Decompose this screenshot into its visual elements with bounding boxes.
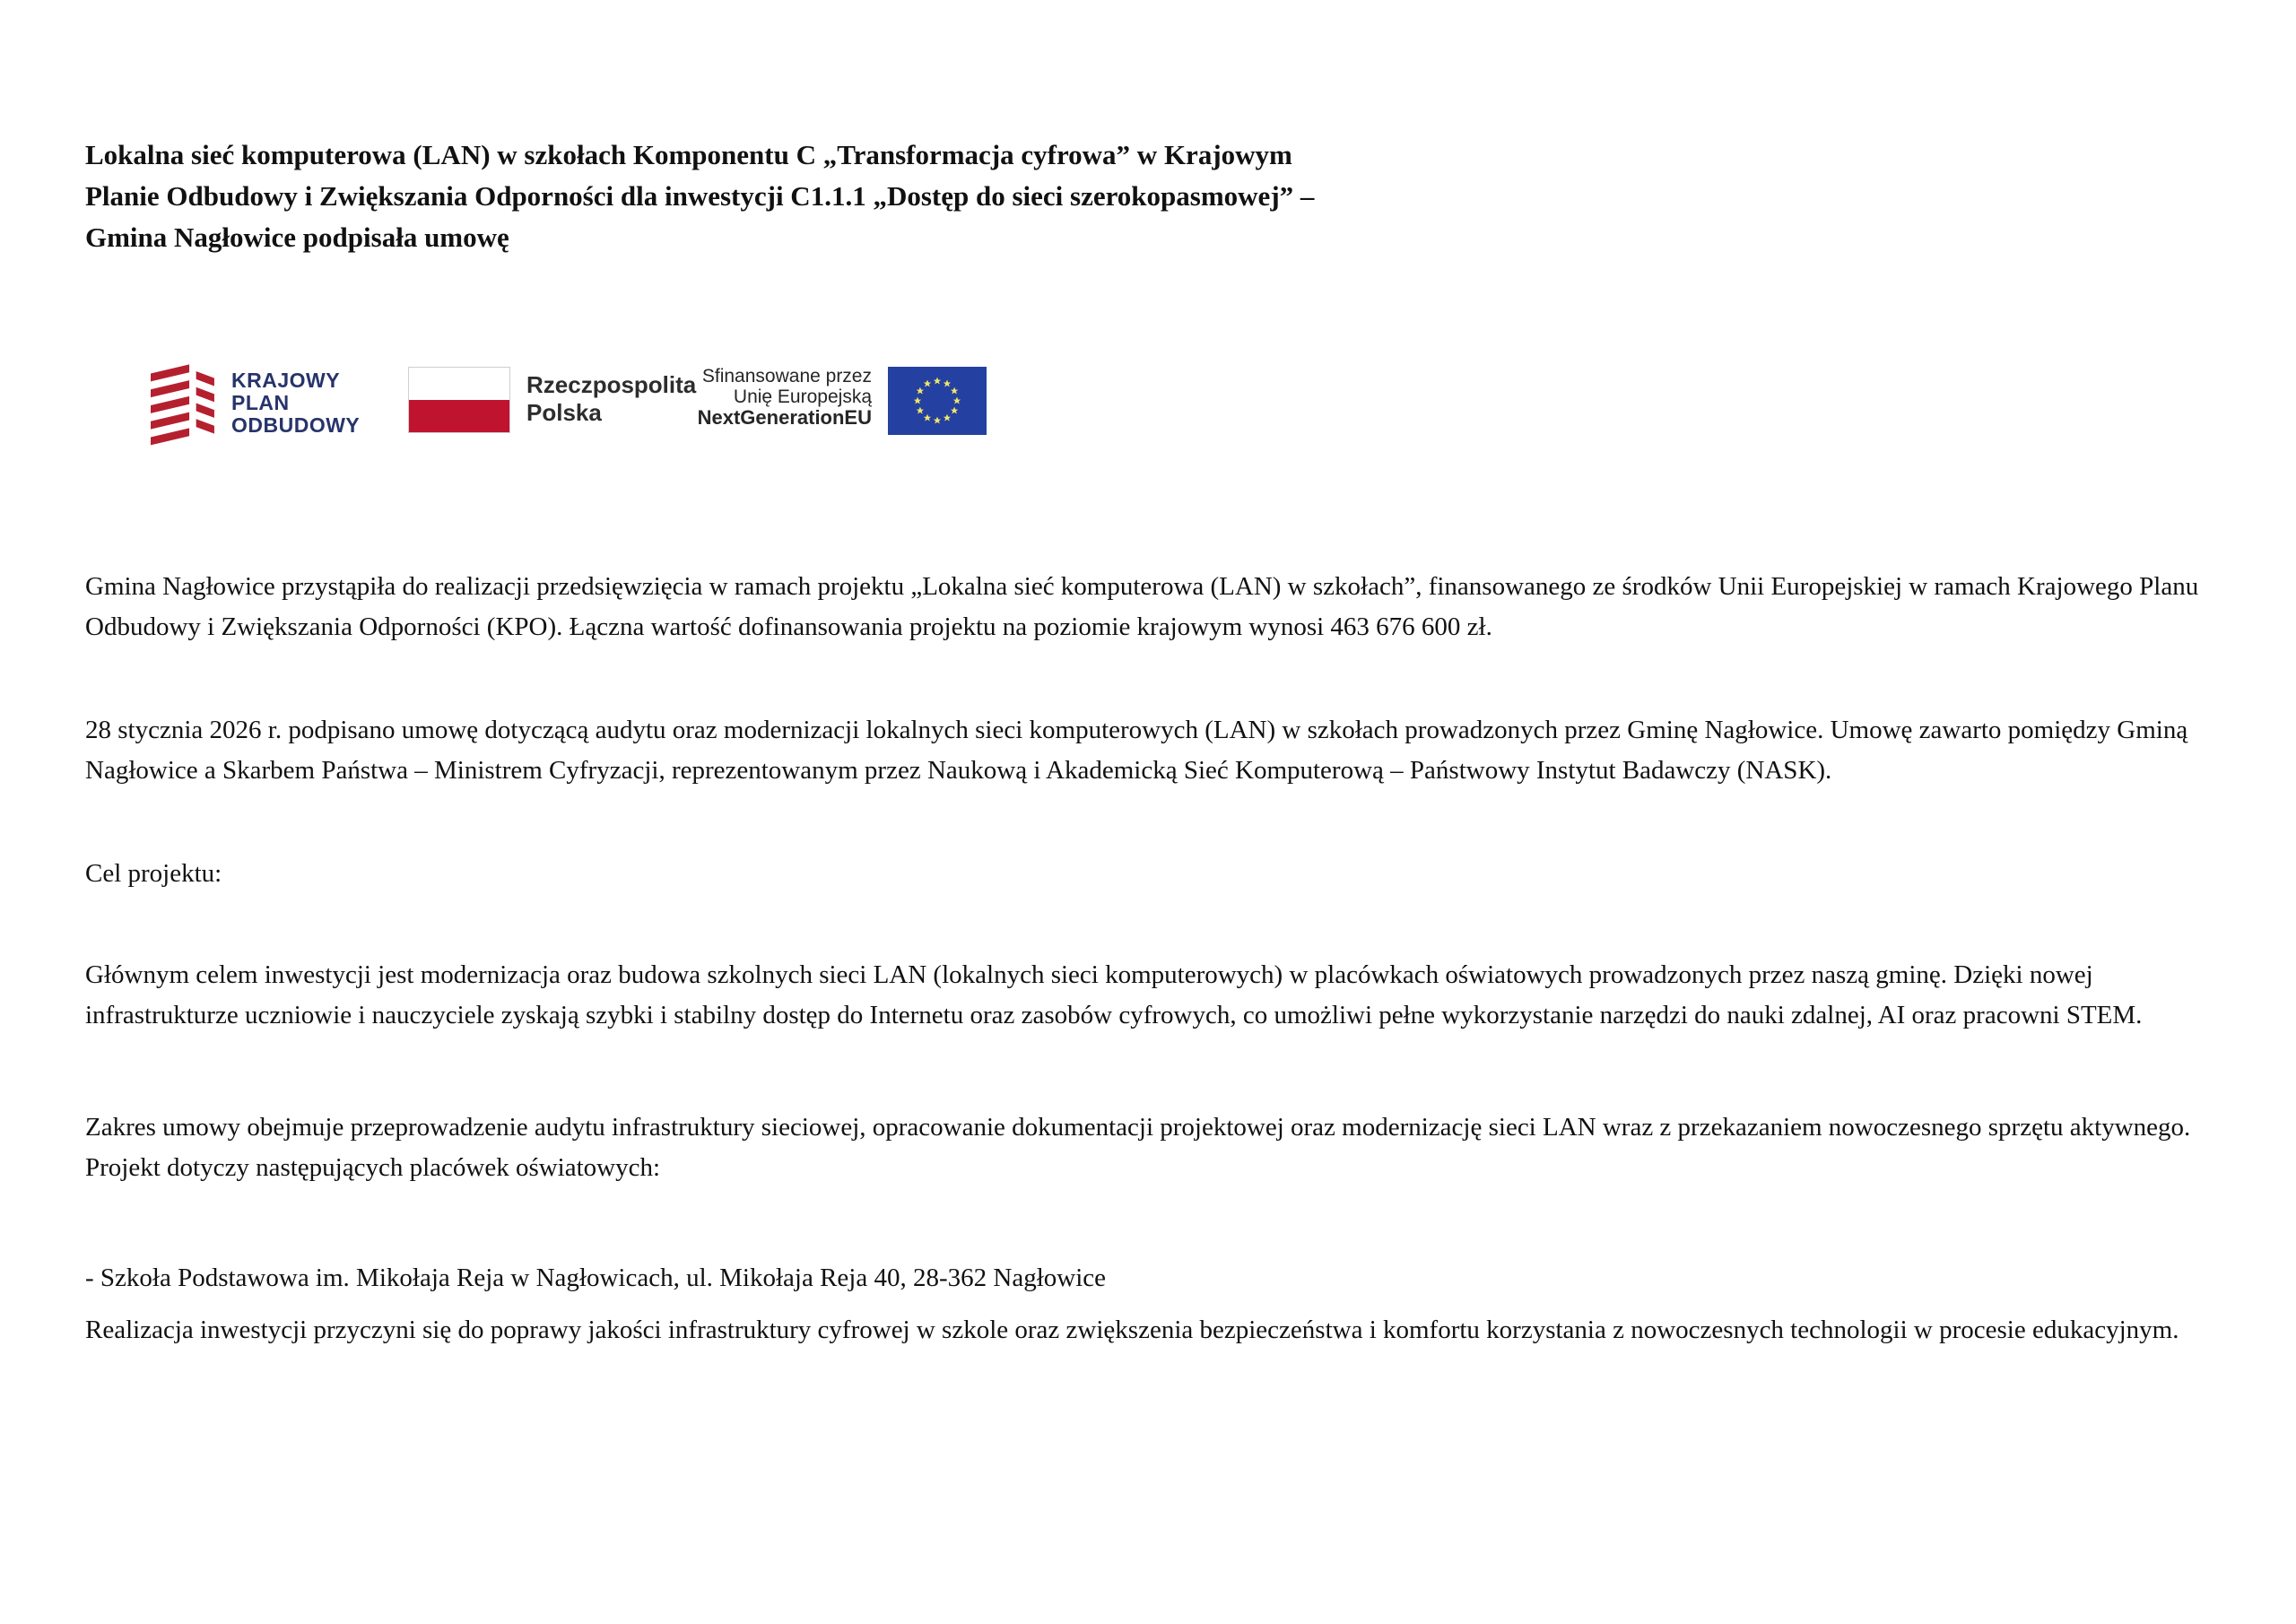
eu-line-1: Sfinansowane przez: [701, 366, 872, 386]
poland-line-2: Polska: [526, 399, 602, 426]
document-body: [85, 567, 2213, 1350]
list-item-school: - Szkoła Podstawowa im. Mikołaja Reja w Nagłowicach, ul. Mikołaja Reja 40, 28-362 Nagłowice: [85, 1264, 1106, 1292]
paragraph-intro: Gmina Nagłowice przystąpiła do realizacji przedsięwzięcia w ramach projektu „Lokalna sieć komputerowa (LAN) w szkołach”, finansowanego ze środków Unii Europejskiej w ramach Krajowego Planu Odbudowy i Zwiększania Odporności (KPO). Łączna wartość dofinansowania projektu na poziomie krajowym wynosi 463 676 600 zł.: [85, 572, 2199, 641]
kpo-building-icon: [151, 364, 219, 447]
kpo-logo: [151, 364, 360, 447]
paragraph-goal-heading: Cel projektu:: [85, 859, 222, 888]
polish-flag-red-stripe: [409, 400, 509, 432]
kpo-logo-text: [231, 369, 360, 447]
paragraph-goal: Głównym celem inwestycji jest modernizacja oraz budowa szkolnych sieci LAN (lokalnych sieci komputerowych) w placówkach oświatowych prowadzonych przez naszą gminę. Dzięki nowej infrastrukturze uczniowie i nauczyciele zyskają szybki i stabilny dostęp do Internetu oraz zasobów cyfrowych, co umożliwi pełne wykorzystanie narzędzi do nauki zdalnej, AI oraz pracowni STEM.: [85, 960, 2143, 1029]
document-title: Lokalna sieć komputerowa (LAN) w szkołach Komponentu C „Transformacja cyfrowa” w Krajowym Planie Odbudowy i Zwiększania Odporności dla inwestycji C1.1.1 „Dostęp do sieci szerokopasmowej” – Gmina Nagłowice podpisała umowę: [85, 139, 1315, 253]
kpo-line-1: KRAJOWY: [231, 369, 341, 392]
paragraph-scope: Zakres umowy obejmuje przeprowadzenie audytu infrastruktury sieciowej, opracowanie dokumentacji projektowej oraz modernizację sieci LAN wraz z przekazaniem nowoczesnego sprzętu aktywnego. Projekt dotyczy następujących placówek oświatowych:: [85, 1113, 2191, 1182]
paragraph-outcome: Realizacja inwestycji przyczyni się do poprawy jakości infrastruktury cyfrowej w szkole oraz zwiększenia bezpieczeństwa i komfortu korzystania z nowoczesnych technologii w procesie edukacyjnym.: [85, 1316, 2179, 1344]
eu-line-2: Unię Europejską: [733, 386, 872, 407]
logo-row: [85, 360, 2213, 450]
eu-flag-icon: [888, 367, 987, 435]
polish-flag-white-stripe: [409, 368, 509, 400]
paragraph-agreement: 28 stycznia 2026 r. podpisano umowę dotyczącą audytu oraz modernizacji lokalnych sieci komputerowych (LAN) w szkołach prowadzonych przez Gminę Nagłowice. Umowę zawarto pomiędzy Gminą Nagłowice a Skarbem Państwa – Ministrem Cyfryzacji, reprezentowanym przez Naukową i Akademicką Sieć Komputerową – Państwowy Instytut Badawczy (NASK).: [85, 716, 2188, 785]
polish-flag-icon: [408, 367, 510, 433]
poland-line-1: Rzeczpospolita: [526, 371, 697, 398]
eu-funding-label: [605, 366, 872, 428]
eu-line-3: NextGenerationEU: [697, 406, 872, 429]
kpo-line-3: ODBUDOWY: [231, 413, 361, 437]
kpo-line-2: PLAN: [231, 391, 290, 414]
